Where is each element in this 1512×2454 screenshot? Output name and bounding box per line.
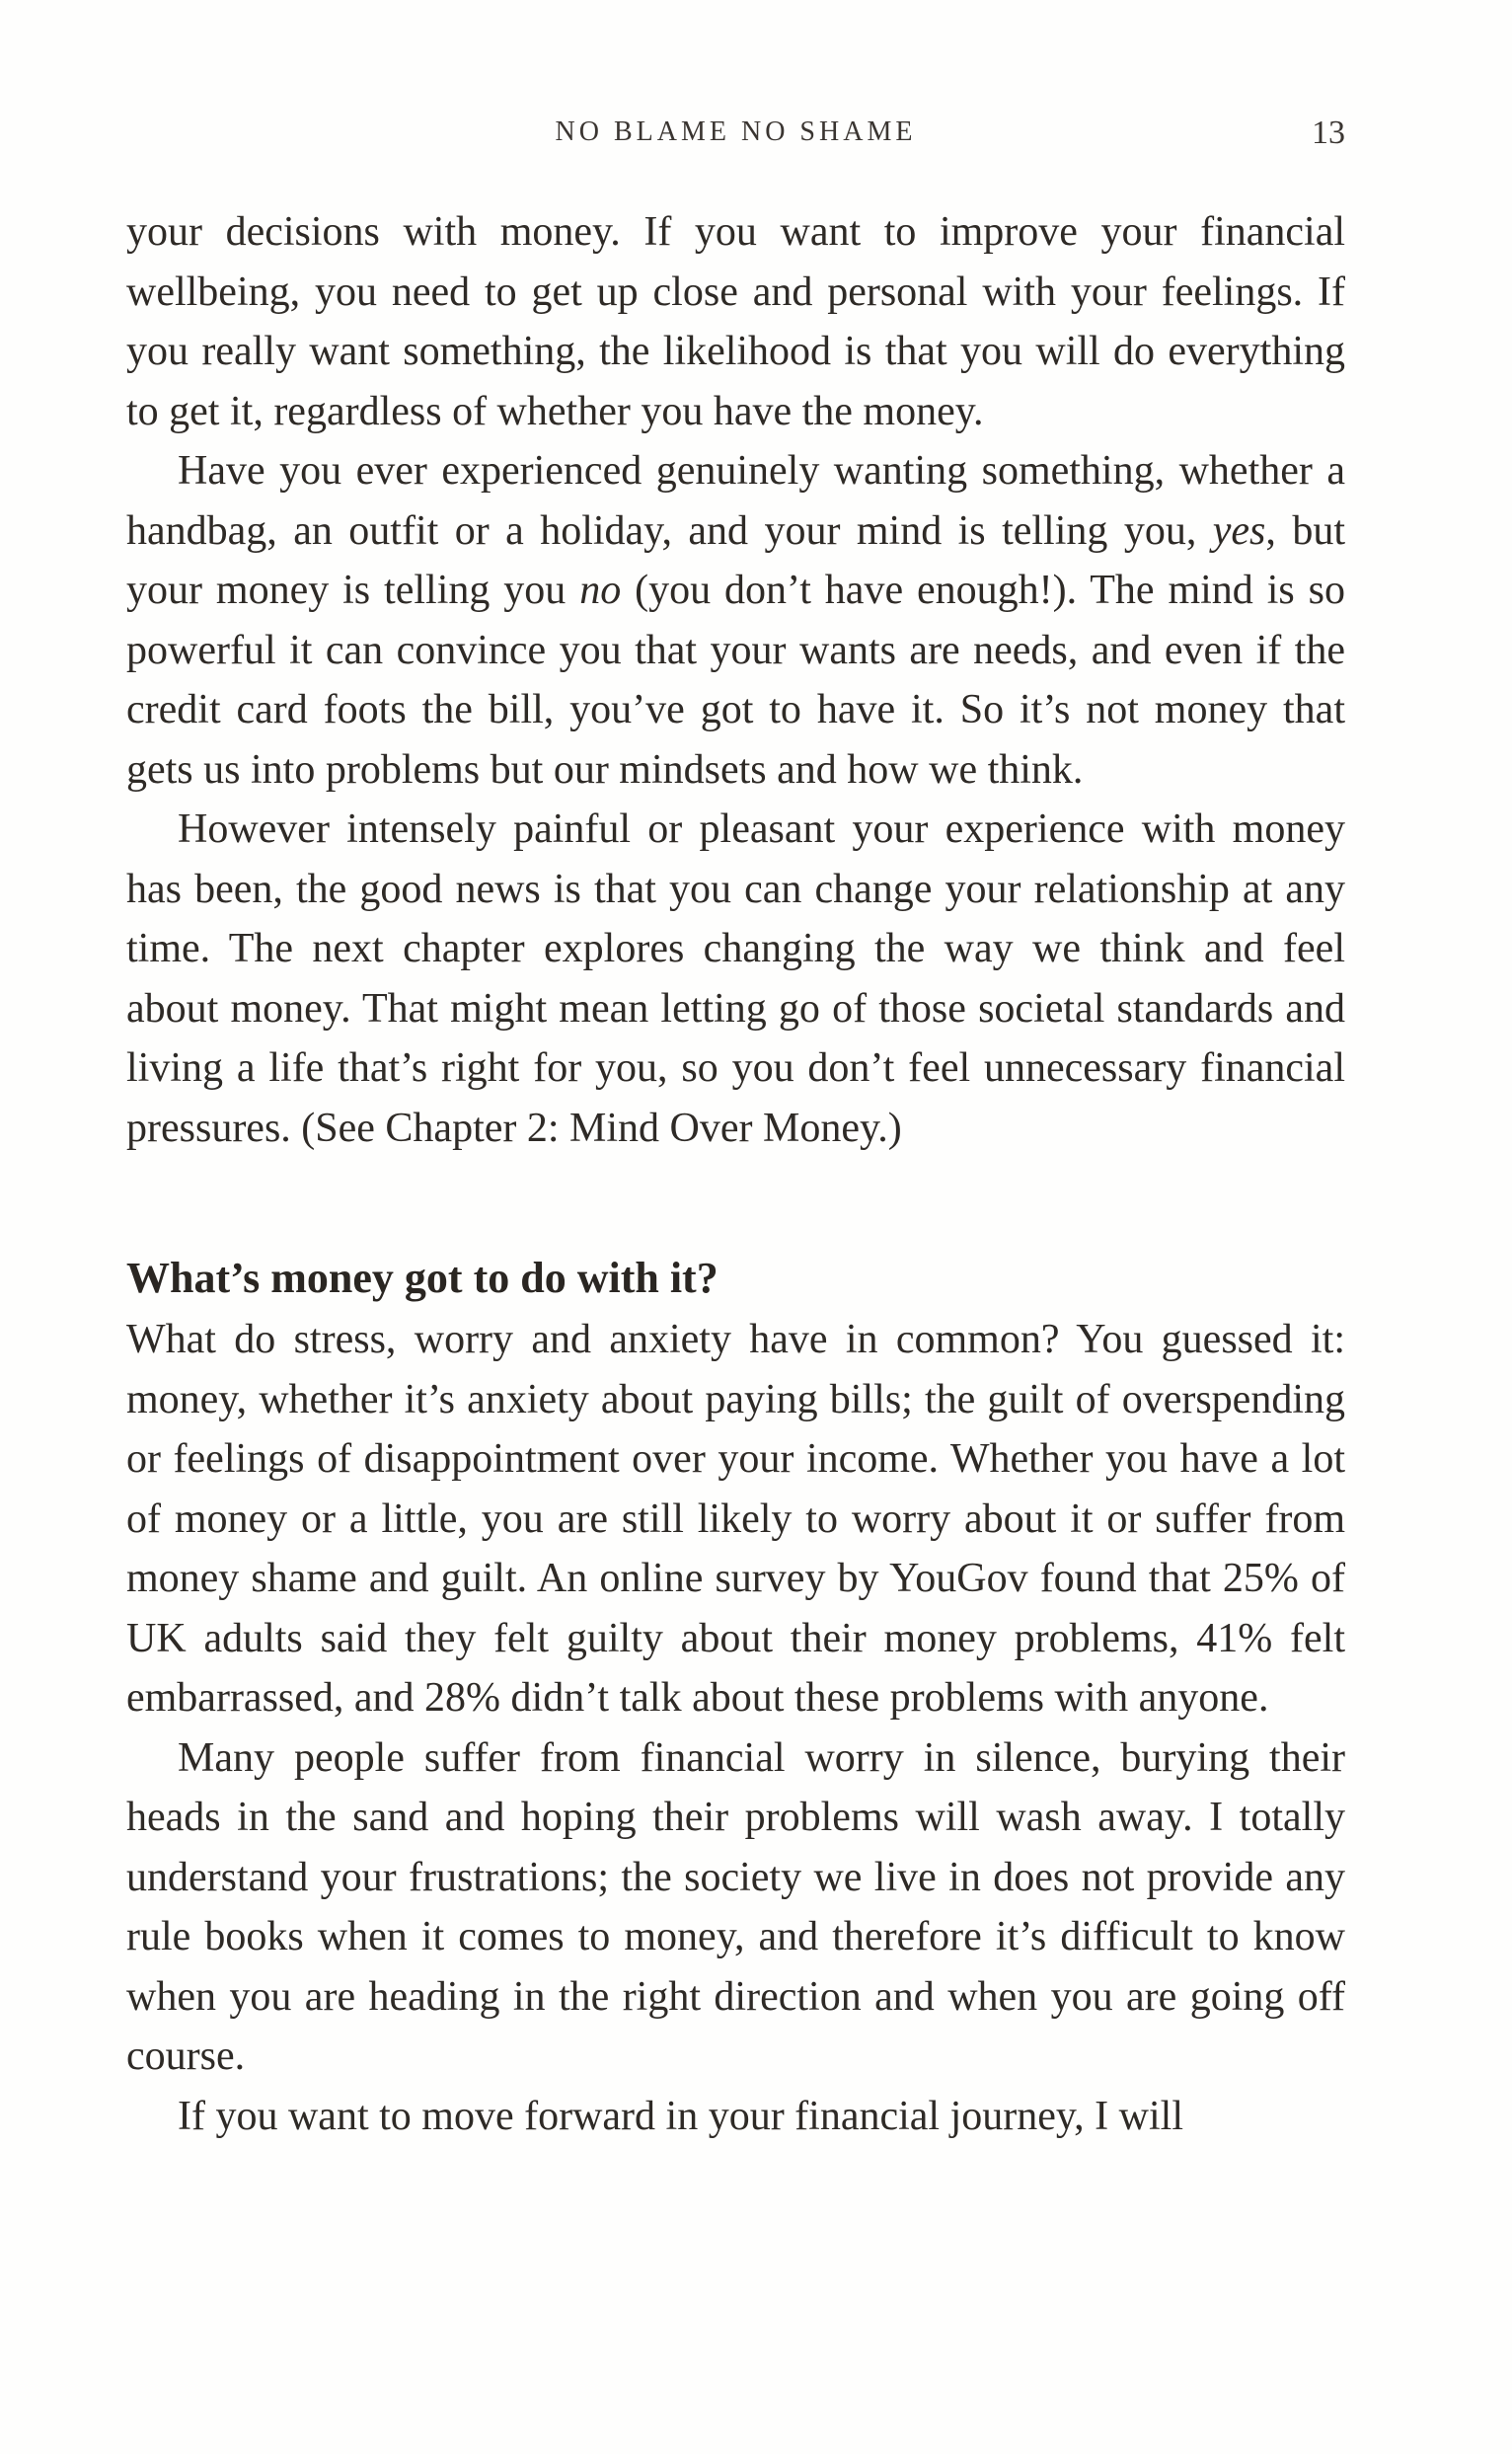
section-paragraph: If you want to move forward in your financial journey, I will (178, 2093, 1183, 2139)
paragraph-continued (126, 202, 1345, 441)
section-paragraph: What do stress, worry and anxiety have in common? You guessed it: money, whether it’s anxiety about paying bills; the guilt of overspending or feelings of disappointment over your income. Whether you have a lot of money or a little, you are still likely to worry about it or suffer from money shame and guilt. An online survey by YouGov found that 25% of UK adults said they felt guilty about their money problems, 41% felt embarrassed, and 28% didn’t talk about these problems with anyone. (126, 1317, 1345, 1721)
section-heading: What’s money got to do with it? (126, 1254, 718, 1302)
section-paragraph: Many people suffer from financial worry in silence, burying their heads in the sand and hoping their problems will wash away. I totally understand your frustrations; the society we live in does not provide any rule books when it comes to money, and therefore it’s difficult to know when you are heading in the right direction and when you are going off course. (126, 1734, 1345, 2079)
paragraph-text: , but your money is telling you (126, 507, 1345, 613)
emphasis-yes: yes (1212, 507, 1266, 554)
running-title: NO BLAME NO SHAME (555, 116, 917, 147)
page-number: 13 (1312, 115, 1345, 151)
emphasis-no: no (579, 568, 622, 613)
paragraph-text: However intensely painful or pleasant your experience with money has been, the good news is that you can change your relationship at any time. The next chapter explores changing the way we think and feel about money. That might mean letting go of those societal standards and living a life that’s right for you, so you don’t feel unnecessary financial pressures. (See Chapter 2: Mind Over Money.) (126, 806, 1345, 1151)
body-text (126, 202, 1345, 2146)
paragraph-text: your decisions with money. If you want to improve your financial wellbeing, you need to get up close and personal with your feelings. If you really want something, the likelihood is that you will do everything to get it, regardless of whether you have the money. (126, 209, 1345, 434)
paragraph (126, 441, 1345, 800)
paragraph (126, 800, 1345, 1158)
running-head (126, 116, 1345, 160)
paragraph-text: (you don’t have enough!). The mind is so powerful it can convince you that your wants are needs, and even if the credit card foots the bill, you’ve got to have it. So it’s not money that gets us into problems but our mindsets and how we think. (126, 568, 1345, 793)
paragraph-text: Have you ever experienced genuinely wanting something, whether a handbag, an outfit or a holiday, and your mind is telling you, (126, 448, 1345, 554)
